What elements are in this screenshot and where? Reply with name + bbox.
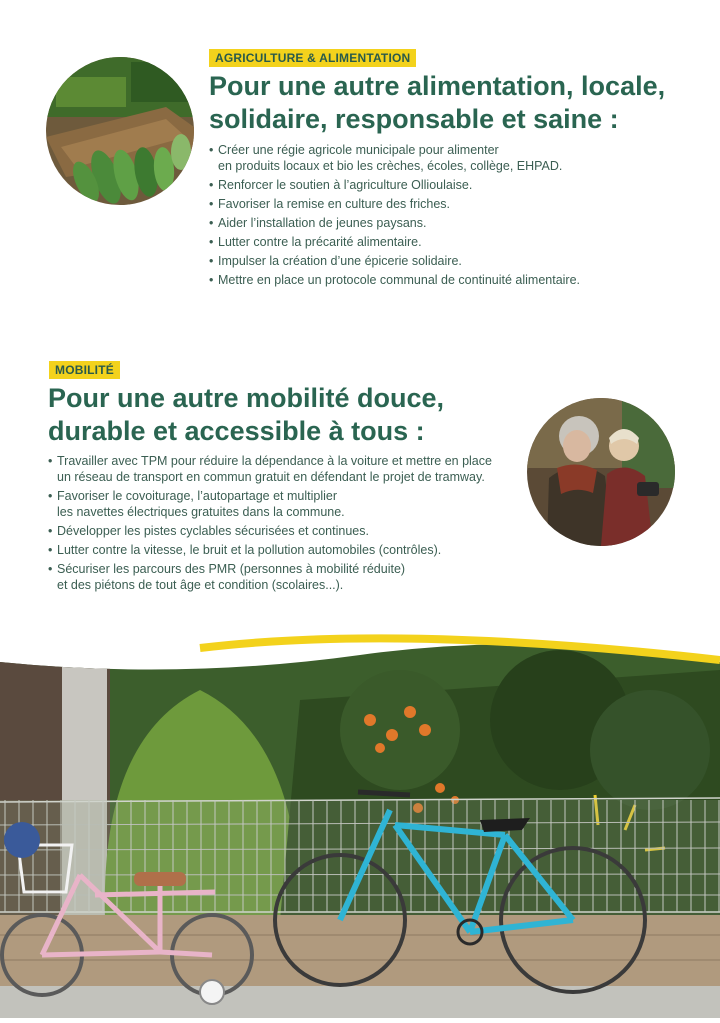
section-tag-agriculture: AGRICULTURE & ALIMENTATION: [209, 49, 416, 67]
list-item: • Aider l’installation de jeunes paysans.: [209, 215, 689, 231]
list-item: • Sécuriser les parcours des PMR (personnes à mobilité réduite) et des piétons de tout âge et condition (scolaires...).: [48, 561, 518, 593]
list-item: • Renforcer le soutien à l’agriculture Ollioulaise.: [209, 177, 689, 193]
title-line: Pour une autre alimentation, locale,: [209, 71, 666, 101]
list-item: • Favoriser le covoiturage, l’autopartage et multiplier les navettes électriques gratuites dans la commune.: [48, 488, 518, 520]
title-line: durable et accessible à tous :: [48, 416, 425, 446]
list-item: • Mettre en place un protocole communal de continuité alimentaire.: [209, 272, 689, 288]
list-item: • Impulser la création d’une épicerie solidaire.: [209, 253, 689, 269]
list-item: • Travailler avec TPM pour réduire la dépendance à la voiture et mettre en place un réseau de transport en commun gratuit en défendant le projet de tramway.: [48, 453, 518, 485]
bicycles-photo: [0, 630, 720, 1018]
list-item: • Développer les pistes cyclables sécurisées et continues.: [48, 523, 518, 539]
section-title-mobilite: [48, 382, 444, 448]
list-item: • Lutter contre la précarité alimentaire.: [209, 234, 689, 250]
two-women-talking-photo: [527, 398, 675, 546]
section-title-agriculture: [209, 70, 665, 136]
list-item: • Lutter contre la vitesse, le bruit et la pollution automobiles (contrôles).: [48, 542, 518, 558]
list-item: • Favoriser la remise en culture des friches.: [209, 196, 689, 212]
title-line: solidaire, responsable et saine :: [209, 104, 619, 134]
section-tag-mobilite: MOBILITÉ: [49, 361, 120, 379]
vegetable-garden-photo: [46, 57, 194, 205]
list-item: • Créer une régie agricole municipale pour alimenter en produits locaux et bio les crèches, écoles, collège, EHPAD.: [209, 142, 689, 174]
agriculture-bullet-list: [209, 142, 689, 291]
mobilite-bullet-list: [48, 453, 518, 596]
title-line: Pour une autre mobilité douce,: [48, 383, 445, 413]
